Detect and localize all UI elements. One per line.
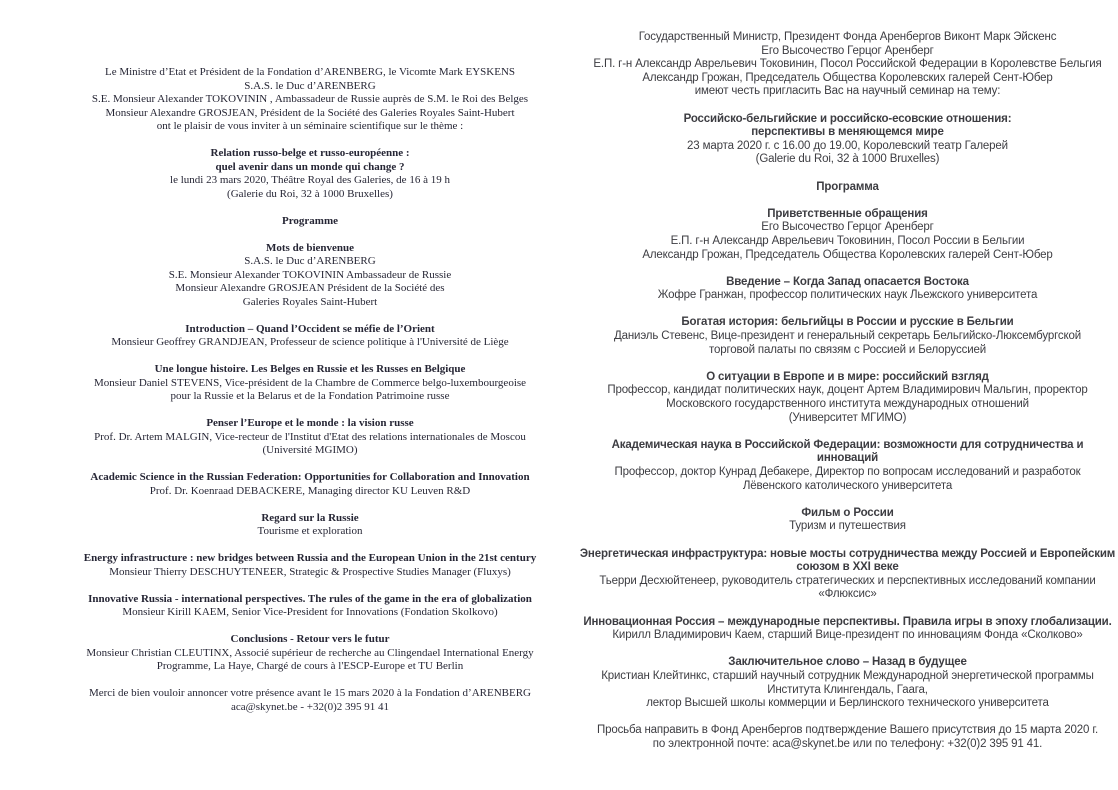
text-line: ont le plaisir de vous inviter à un séminaire scientifique sur le thème : [156, 120, 464, 132]
page-russian-invitation [575, 31, 1118, 751]
heading-line: Penser l’Europe et le monde : la vision russe [206, 417, 414, 429]
text-line: (Galerie du Roi, 32 à 1000 Bruxelles) [227, 187, 393, 200]
text-line: Monsieur Alexandre GROSJEAN, Président de la Société des Galeries Royales Saint-Hubert [105, 106, 515, 119]
text-line: Кирилл Владимирович Каем, старший Вице-президент по инновациям Фонда «Сколково» [612, 629, 1083, 642]
text-line: Его Высочество Герцог Аренберг [761, 221, 934, 234]
text-line: Monsieur Thierry DESCHUYTENEER, Strategic & Prospective Studies Manager (Fluxys) [109, 565, 511, 578]
text-line: Даниэль Стевенс, Вице-президент и генеральный секретарь Бельгийско-Люксембургской [613, 330, 1082, 343]
text-line: Merci de bien vouloir annoncer votre présence avant le 15 mars 2020 à la Fondation d’ARENBERG [88, 687, 531, 699]
text-line: Александр Грожан, Председатель Общества Королевских галерей Сент-Юбер [642, 248, 1053, 261]
text-line: Tourisme et exploration [257, 525, 363, 537]
text-line: Le Ministre d’Etat et Président de la Fondation d’ARENBERG, le Vicomte Mark EYSKENS [104, 66, 516, 78]
heading-line: Une longue histoire. Les Belges en Russie et les Russes en Belgique [154, 363, 466, 375]
heading-line: quel avenir dans un monde qui change ? [215, 160, 405, 173]
text-block [50, 66, 570, 134]
text-line: S.A.S. le Duc d’ARENBERG [244, 255, 376, 267]
text-line: Monsieur Daniel STEVENS, Vice-président de la Chambre de Commerce belgo-luxembourgeoise [93, 376, 527, 389]
text-block [575, 439, 1118, 493]
heading-line: Заключительное слово – Назад в будущее [728, 656, 967, 669]
text-block [50, 512, 570, 539]
heading-line: Введение – Когда Запад опасается Востока [726, 275, 969, 288]
heading-line: Энергетическая инфраструктура: новые мосты сотрудничества между Россией и Европейским [579, 547, 1116, 560]
text-block [575, 181, 1118, 195]
text-line: S.A.S. le Duc d’ARENBERG [244, 79, 376, 92]
heading-line: Academic Science in the Russian Federation: Opportunities for Collaboration and Innovation [90, 471, 530, 483]
text-block [50, 363, 570, 404]
text-block [575, 208, 1118, 262]
heading-line: Energy infrastructure : new bridges between Russia and the European Union in the 21st century [83, 552, 537, 564]
text-line: Жофре Гранжан, профессор политических наук Льежского университета [657, 289, 1038, 302]
text-line: Московского государственного института международных отношений [666, 398, 1029, 411]
text-block [575, 548, 1118, 602]
text-block [50, 242, 570, 310]
text-line: (Université MGIMO) [262, 444, 358, 456]
text-line: aca@skynet.be - +32(0)2 395 91 41 [230, 700, 390, 713]
text-line: Monsieur Christian CLEUTINX, Associé supérieur de recherche au Clingendael International Energy [86, 646, 534, 659]
text-block [575, 316, 1118, 357]
heading-line: Приветственные обращения [767, 207, 928, 220]
text-block [50, 687, 570, 714]
text-line: «Флюксис» [818, 588, 877, 601]
heading-line: Российско-бельгийские и российско-есовские отношения: [683, 112, 1012, 125]
heading-line: Relation russo-belge et russo-européenne : [210, 147, 410, 159]
heading-line: Regard sur la Russie [261, 511, 359, 524]
heading-line: Innovative Russia - international perspectives. The rules of the game in the era of globalization [88, 592, 532, 605]
heading-line: Инновационная Россия – международные перспективы. Правила игры в эпоху глобализации. [583, 615, 1112, 628]
text-line: Е.П. г-н Александр Аврельевич Токовинин, Посол России в Бельгии [670, 234, 1025, 247]
text-line: pour la Russie et la Belarus et de la Fondation Patrimoine russe [170, 390, 450, 402]
text-block [575, 276, 1118, 303]
heading-line: Conclusions - Retour vers le futur [230, 633, 390, 645]
text-block [575, 724, 1118, 751]
heading-line: Programme [282, 214, 338, 227]
text-line: Тьерри Десхюйтенеер, руководитель стратегических и перспективных исследований компании [599, 574, 1096, 587]
text-line: Е.П. г-н Александр Аврельевич Токовинин, Посол Российской Федерации в Королевстве Бельгия [593, 58, 1102, 71]
text-block [575, 507, 1118, 534]
text-line: Профессор, доктор Кунрад Дебакере, Директор по вопросам исследований и разработок [614, 466, 1081, 478]
text-line: Государственный Министр, Президент Фонда Аренбергов Виконт Марк Эйскенс [638, 31, 1057, 43]
text-line: S.E. Monsieur Alexander TOKOVININ Ambassadeur de Russie [168, 268, 452, 281]
text-block [575, 616, 1118, 643]
text-block [575, 656, 1118, 710]
heading-line: Introduction – Quand l’Occident se méfie de l’Orient [185, 322, 435, 335]
text-line: Prof. Dr. Koenraad DEBACKERE, Managing director KU Leuven R&D [149, 484, 471, 497]
text-line: Prof. Dr. Artem MALGIN, Vice-recteur de l'Institut d'Etat des relations internationales de Moscou [94, 430, 526, 443]
text-line: 23 марта 2020 г. с 16.00 до 19.00, Королевский театр Галерей [687, 139, 1008, 152]
text-line: Monsieur Alexandre GROSJEAN Président de la Société des [175, 282, 445, 294]
text-line: le lundi 23 mars 2020, Théâtre Royal des Galeries, de 16 à 19 h [170, 174, 450, 186]
text-line: (Университет МГИМО) [788, 411, 907, 424]
text-line: Туризм и путешествия [789, 520, 906, 533]
heading-line: Фильм о России [801, 506, 894, 519]
heading-line: перспективы в меняющемся мире [751, 126, 944, 139]
text-block [50, 147, 570, 201]
text-block [575, 371, 1118, 425]
text-block [50, 552, 570, 579]
text-block [575, 31, 1118, 99]
heading-line: инноваций [816, 452, 879, 465]
text-block [50, 417, 570, 458]
text-line: Лёвенского католического университета [742, 479, 953, 492]
text-block [50, 593, 570, 620]
heading-line: Mots de bienvenue [266, 241, 354, 254]
text-line: Профессор, кандидат политических наук, доцент Артем Владимирович Мальгин, проректор [607, 384, 1088, 397]
text-line: S.E. Monsieur Alexander TOKOVININ , Ambassadeur de Russie auprès de S.M. le Roi des Belges [91, 93, 529, 105]
heading-line: О ситуации в Европе и в мире: российский взгляд [706, 370, 989, 383]
heading-line: Программа [816, 180, 879, 193]
text-line: Monsieur Geoffrey GRANDJEAN, Professeur de science politique à l'Université de Liège [111, 336, 509, 348]
text-line: Просьба направить в Фонд Аренбергов подтверждение Вашего присутствия до 15 марта 2020 г. [596, 724, 1099, 737]
heading-line: союзом в XXI веке [796, 561, 899, 574]
text-line: по электронной почте: aca@skynet.be или по телефону: +32(0)2 395 91 41. [652, 737, 1043, 750]
text-block [575, 113, 1118, 167]
text-line: (Galerie du Roi, 32 à 1000 Bruxelles) [755, 153, 940, 166]
text-block [50, 323, 570, 350]
text-block [50, 215, 570, 229]
text-line: торговой палаты по связям с Россией и Белоруссией [709, 343, 986, 356]
page-french-invitation [50, 66, 570, 714]
text-block [50, 633, 570, 674]
heading-line: Богатая история: бельгийцы в России и русские в Бельгии [681, 316, 1014, 329]
text-line: Programme, La Haye, Chargé de cours à l'ESCP-Europe et TU Berlin [156, 660, 464, 672]
text-line: Кристиан Клейтинкс, старший научный сотрудник Международной энергетической программы [601, 669, 1094, 682]
text-line: имеют честь пригласить Вас на научный семинар на тему: [694, 85, 1001, 98]
text-line: Института Клингендаль, Гаага, [767, 683, 928, 696]
text-block [50, 471, 570, 498]
text-line: Александр Грожан, Председатель Общества Королевских галерей Сент-Юбер [642, 71, 1053, 84]
heading-line: Академическая наука в Российской Федерации: возможности для сотрудничества и [611, 438, 1084, 451]
text-line: Monsieur Kirill KAEM, Senior Vice-President for Innovations (Fondation Skolkovo) [122, 606, 498, 618]
text-line: лектор Высшей школы коммерции и Берлинского технического университета [646, 697, 1049, 710]
text-line: Galeries Royales Saint-Hubert [242, 295, 378, 308]
text-line: Его Высочество Герцог Аренберг [761, 44, 934, 57]
